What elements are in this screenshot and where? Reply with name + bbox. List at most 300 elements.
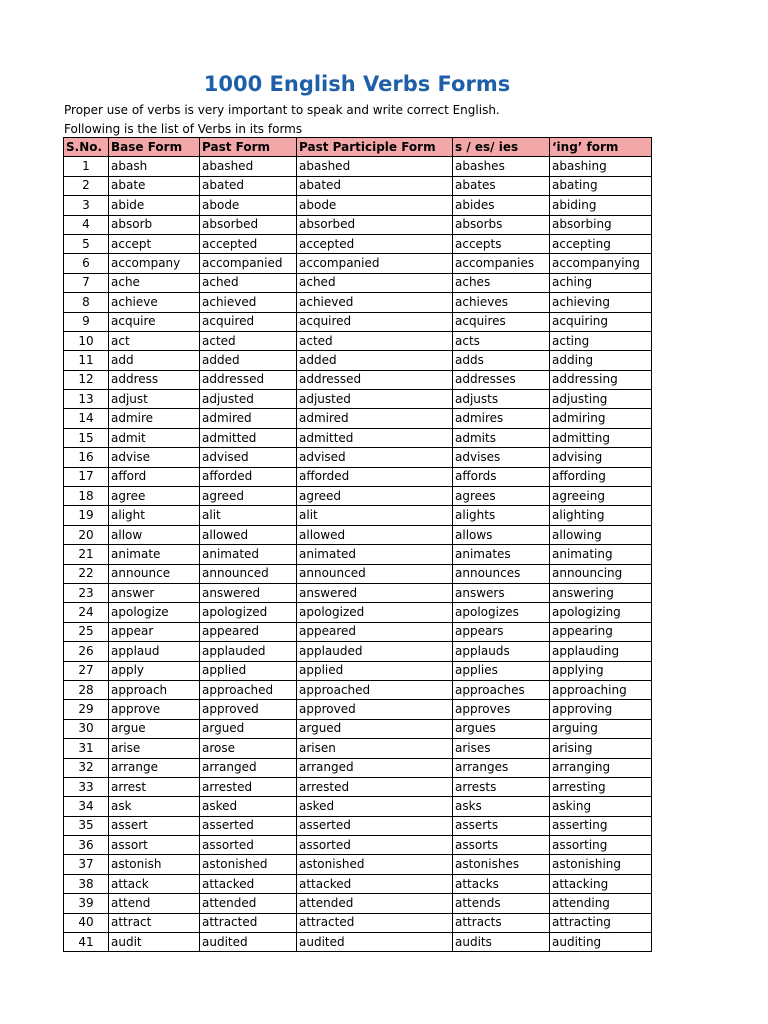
base-form-cell: ask bbox=[109, 797, 200, 816]
base-form-cell: arrest bbox=[109, 777, 200, 796]
table-row bbox=[64, 234, 652, 253]
base-form-cell: agree bbox=[109, 487, 200, 506]
s-es-ies-cell: advises bbox=[453, 448, 550, 467]
s-es-ies-cell: allows bbox=[453, 525, 550, 544]
base-form-cell: appear bbox=[109, 622, 200, 641]
base-form-cell: accept bbox=[109, 234, 200, 253]
sno-cell: 19 bbox=[64, 506, 109, 525]
ing-form-cell: appearing bbox=[550, 622, 652, 641]
s-es-ies-cell: argues bbox=[453, 719, 550, 738]
past-participle-cell: allowed bbox=[297, 525, 453, 544]
ing-form-cell: absorbing bbox=[550, 215, 652, 234]
sno-cell: 21 bbox=[64, 545, 109, 564]
sno-cell: 11 bbox=[64, 351, 109, 370]
base-form-cell: assert bbox=[109, 816, 200, 835]
table-row bbox=[64, 215, 652, 234]
s-es-ies-cell: agrees bbox=[453, 487, 550, 506]
sno-cell: 15 bbox=[64, 428, 109, 447]
past-form-cell: approved bbox=[200, 700, 297, 719]
sno-cell: 18 bbox=[64, 487, 109, 506]
s-es-ies-cell: asserts bbox=[453, 816, 550, 835]
table-row bbox=[64, 545, 652, 564]
past-participle-cell: answered bbox=[297, 583, 453, 602]
base-form-cell: abate bbox=[109, 176, 200, 195]
ing-form-cell: accepting bbox=[550, 234, 652, 253]
sno-cell: 28 bbox=[64, 680, 109, 699]
ing-form-cell: announcing bbox=[550, 564, 652, 583]
base-form-cell: acquire bbox=[109, 312, 200, 331]
past-form-cell: arose bbox=[200, 739, 297, 758]
past-form-cell: abashed bbox=[200, 157, 297, 176]
ing-form-cell: arranging bbox=[550, 758, 652, 777]
table-row bbox=[64, 603, 652, 622]
sno-cell: 9 bbox=[64, 312, 109, 331]
past-form-cell: abated bbox=[200, 176, 297, 195]
past-participle-cell: ached bbox=[297, 273, 453, 292]
s-es-ies-cell: abides bbox=[453, 196, 550, 215]
s-es-ies-cell: acquires bbox=[453, 312, 550, 331]
base-form-cell: admit bbox=[109, 428, 200, 447]
past-form-cell: acted bbox=[200, 331, 297, 350]
s-es-ies-cell: answers bbox=[453, 583, 550, 602]
table-row bbox=[64, 836, 652, 855]
past-participle-cell: audited bbox=[297, 933, 453, 952]
s-es-ies-cell: adjusts bbox=[453, 390, 550, 409]
s-es-ies-cell: admits bbox=[453, 428, 550, 447]
ing-form-cell: approving bbox=[550, 700, 652, 719]
ing-form-cell: asking bbox=[550, 797, 652, 816]
ing-form-cell: agreeing bbox=[550, 487, 652, 506]
past-participle-cell: approved bbox=[297, 700, 453, 719]
table-row bbox=[64, 312, 652, 331]
past-form-cell: arranged bbox=[200, 758, 297, 777]
past-form-cell: advised bbox=[200, 448, 297, 467]
table-row bbox=[64, 913, 652, 932]
past-form-cell: asked bbox=[200, 797, 297, 816]
sno-cell: 12 bbox=[64, 370, 109, 389]
base-form-cell: alight bbox=[109, 506, 200, 525]
table-row bbox=[64, 719, 652, 738]
past-participle-cell: adjusted bbox=[297, 390, 453, 409]
sno-cell: 14 bbox=[64, 409, 109, 428]
past-form-cell: argued bbox=[200, 719, 297, 738]
past-form-cell: animated bbox=[200, 545, 297, 564]
past-form-cell: acquired bbox=[200, 312, 297, 331]
s-es-ies-cell: attacks bbox=[453, 874, 550, 893]
ing-form-cell: advising bbox=[550, 448, 652, 467]
past-participle-cell: assorted bbox=[297, 836, 453, 855]
ing-form-cell: attracting bbox=[550, 913, 652, 932]
base-form-cell: ache bbox=[109, 273, 200, 292]
table-row bbox=[64, 273, 652, 292]
column-header-past-form: Past Form bbox=[200, 138, 297, 157]
table-row bbox=[64, 525, 652, 544]
ing-form-cell: aching bbox=[550, 273, 652, 292]
sno-cell: 32 bbox=[64, 758, 109, 777]
sno-cell: 16 bbox=[64, 448, 109, 467]
table-row bbox=[64, 409, 652, 428]
sno-cell: 36 bbox=[64, 836, 109, 855]
past-participle-cell: accepted bbox=[297, 234, 453, 253]
base-form-cell: attract bbox=[109, 913, 200, 932]
past-form-cell: approached bbox=[200, 680, 297, 699]
base-form-cell: afford bbox=[109, 467, 200, 486]
sno-cell: 23 bbox=[64, 583, 109, 602]
past-participle-cell: attracted bbox=[297, 913, 453, 932]
base-form-cell: assort bbox=[109, 836, 200, 855]
ing-form-cell: animating bbox=[550, 545, 652, 564]
past-form-cell: answered bbox=[200, 583, 297, 602]
base-form-cell: abash bbox=[109, 157, 200, 176]
past-participle-cell: asserted bbox=[297, 816, 453, 835]
past-form-cell: alit bbox=[200, 506, 297, 525]
table-row bbox=[64, 642, 652, 661]
s-es-ies-cell: accepts bbox=[453, 234, 550, 253]
sno-cell: 35 bbox=[64, 816, 109, 835]
s-es-ies-cell: approves bbox=[453, 700, 550, 719]
past-participle-cell: acted bbox=[297, 331, 453, 350]
s-es-ies-cell: adds bbox=[453, 351, 550, 370]
table-row bbox=[64, 680, 652, 699]
ing-form-cell: abiding bbox=[550, 196, 652, 215]
past-form-cell: allowed bbox=[200, 525, 297, 544]
base-form-cell: applaud bbox=[109, 642, 200, 661]
past-form-cell: afforded bbox=[200, 467, 297, 486]
past-form-cell: asserted bbox=[200, 816, 297, 835]
base-form-cell: answer bbox=[109, 583, 200, 602]
past-participle-cell: appeared bbox=[297, 622, 453, 641]
table-row bbox=[64, 293, 652, 312]
s-es-ies-cell: affords bbox=[453, 467, 550, 486]
sno-cell: 33 bbox=[64, 777, 109, 796]
past-participle-cell: absorbed bbox=[297, 215, 453, 234]
base-form-cell: argue bbox=[109, 719, 200, 738]
past-participle-cell: alit bbox=[297, 506, 453, 525]
sno-cell: 3 bbox=[64, 196, 109, 215]
past-participle-cell: added bbox=[297, 351, 453, 370]
ing-form-cell: accompanying bbox=[550, 254, 652, 273]
table-row bbox=[64, 254, 652, 273]
s-es-ies-cell: addresses bbox=[453, 370, 550, 389]
table-row bbox=[64, 351, 652, 370]
sno-cell: 24 bbox=[64, 603, 109, 622]
table-row bbox=[64, 661, 652, 680]
s-es-ies-cell: admires bbox=[453, 409, 550, 428]
column-header-sno: S.No. bbox=[64, 138, 109, 157]
sno-cell: 17 bbox=[64, 467, 109, 486]
past-participle-cell: argued bbox=[297, 719, 453, 738]
intro-line-1: Proper use of verbs is very important to speak and write correct English. bbox=[64, 103, 500, 117]
sno-cell: 5 bbox=[64, 234, 109, 253]
past-participle-cell: arisen bbox=[297, 739, 453, 758]
s-es-ies-cell: announces bbox=[453, 564, 550, 583]
table-row bbox=[64, 855, 652, 874]
past-participle-cell: applauded bbox=[297, 642, 453, 661]
past-form-cell: ached bbox=[200, 273, 297, 292]
base-form-cell: attack bbox=[109, 874, 200, 893]
s-es-ies-cell: appears bbox=[453, 622, 550, 641]
ing-form-cell: applying bbox=[550, 661, 652, 680]
table-row bbox=[64, 448, 652, 467]
s-es-ies-cell: astonishes bbox=[453, 855, 550, 874]
base-form-cell: accompany bbox=[109, 254, 200, 273]
sno-cell: 30 bbox=[64, 719, 109, 738]
s-es-ies-cell: alights bbox=[453, 506, 550, 525]
s-es-ies-cell: acts bbox=[453, 331, 550, 350]
s-es-ies-cell: arrests bbox=[453, 777, 550, 796]
table-row bbox=[64, 758, 652, 777]
s-es-ies-cell: arranges bbox=[453, 758, 550, 777]
past-participle-cell: arranged bbox=[297, 758, 453, 777]
base-form-cell: approach bbox=[109, 680, 200, 699]
sno-cell: 41 bbox=[64, 933, 109, 952]
ing-form-cell: achieving bbox=[550, 293, 652, 312]
s-es-ies-cell: audits bbox=[453, 933, 550, 952]
table-row bbox=[64, 370, 652, 389]
table-row bbox=[64, 894, 652, 913]
ing-form-cell: attacking bbox=[550, 874, 652, 893]
ing-form-cell: auditing bbox=[550, 933, 652, 952]
s-es-ies-cell: asks bbox=[453, 797, 550, 816]
table-row bbox=[64, 739, 652, 758]
past-participle-cell: astonished bbox=[297, 855, 453, 874]
past-form-cell: achieved bbox=[200, 293, 297, 312]
past-participle-cell: announced bbox=[297, 564, 453, 583]
intro-line-2: Following is the list of Verbs in its forms bbox=[64, 122, 303, 136]
table-row bbox=[64, 583, 652, 602]
past-participle-cell: admitted bbox=[297, 428, 453, 447]
intro-text bbox=[64, 101, 500, 139]
past-form-cell: adjusted bbox=[200, 390, 297, 409]
base-form-cell: audit bbox=[109, 933, 200, 952]
table-row bbox=[64, 487, 652, 506]
sno-cell: 6 bbox=[64, 254, 109, 273]
sno-cell: 27 bbox=[64, 661, 109, 680]
sno-cell: 29 bbox=[64, 700, 109, 719]
past-form-cell: applauded bbox=[200, 642, 297, 661]
base-form-cell: achieve bbox=[109, 293, 200, 312]
past-participle-cell: admired bbox=[297, 409, 453, 428]
past-form-cell: announced bbox=[200, 564, 297, 583]
sno-cell: 4 bbox=[64, 215, 109, 234]
page-title: 1000 English Verbs Forms bbox=[203, 72, 511, 96]
past-form-cell: audited bbox=[200, 933, 297, 952]
s-es-ies-cell: attends bbox=[453, 894, 550, 913]
past-form-cell: astonished bbox=[200, 855, 297, 874]
base-form-cell: arise bbox=[109, 739, 200, 758]
ing-form-cell: acquiring bbox=[550, 312, 652, 331]
table-header-row bbox=[64, 138, 652, 157]
ing-form-cell: apologizing bbox=[550, 603, 652, 622]
base-form-cell: astonish bbox=[109, 855, 200, 874]
column-header-s-es-ies: s / es/ ies bbox=[453, 138, 550, 157]
ing-form-cell: alighting bbox=[550, 506, 652, 525]
ing-form-cell: astonishing bbox=[550, 855, 652, 874]
past-form-cell: attacked bbox=[200, 874, 297, 893]
table-row bbox=[64, 390, 652, 409]
table-row bbox=[64, 506, 652, 525]
s-es-ies-cell: animates bbox=[453, 545, 550, 564]
past-form-cell: admitted bbox=[200, 428, 297, 447]
base-form-cell: adjust bbox=[109, 390, 200, 409]
sno-cell: 13 bbox=[64, 390, 109, 409]
sno-cell: 20 bbox=[64, 525, 109, 544]
past-participle-cell: acquired bbox=[297, 312, 453, 331]
past-participle-cell: afforded bbox=[297, 467, 453, 486]
ing-form-cell: answering bbox=[550, 583, 652, 602]
s-es-ies-cell: arises bbox=[453, 739, 550, 758]
past-form-cell: absorbed bbox=[200, 215, 297, 234]
past-participle-cell: advised bbox=[297, 448, 453, 467]
base-form-cell: admire bbox=[109, 409, 200, 428]
s-es-ies-cell: absorbs bbox=[453, 215, 550, 234]
table-row bbox=[64, 874, 652, 893]
past-form-cell: abode bbox=[200, 196, 297, 215]
ing-form-cell: attending bbox=[550, 894, 652, 913]
ing-form-cell: asserting bbox=[550, 816, 652, 835]
table-body bbox=[64, 157, 652, 952]
past-participle-cell: attended bbox=[297, 894, 453, 913]
past-participle-cell: accompanied bbox=[297, 254, 453, 273]
past-participle-cell: applied bbox=[297, 661, 453, 680]
table-row bbox=[64, 467, 652, 486]
table-row bbox=[64, 331, 652, 350]
past-form-cell: agreed bbox=[200, 487, 297, 506]
past-form-cell: applied bbox=[200, 661, 297, 680]
past-participle-cell: abashed bbox=[297, 157, 453, 176]
ing-form-cell: abashing bbox=[550, 157, 652, 176]
sno-cell: 2 bbox=[64, 176, 109, 195]
sno-cell: 1 bbox=[64, 157, 109, 176]
s-es-ies-cell: aches bbox=[453, 273, 550, 292]
base-form-cell: absorb bbox=[109, 215, 200, 234]
past-participle-cell: asked bbox=[297, 797, 453, 816]
past-participle-cell: animated bbox=[297, 545, 453, 564]
table-row bbox=[64, 196, 652, 215]
sno-cell: 25 bbox=[64, 622, 109, 641]
table-row bbox=[64, 777, 652, 796]
s-es-ies-cell: assorts bbox=[453, 836, 550, 855]
sno-cell: 22 bbox=[64, 564, 109, 583]
sno-cell: 34 bbox=[64, 797, 109, 816]
s-es-ies-cell: applies bbox=[453, 661, 550, 680]
past-form-cell: assorted bbox=[200, 836, 297, 855]
past-participle-cell: apologized bbox=[297, 603, 453, 622]
past-participle-cell: attacked bbox=[297, 874, 453, 893]
sno-cell: 39 bbox=[64, 894, 109, 913]
ing-form-cell: arresting bbox=[550, 777, 652, 796]
ing-form-cell: approaching bbox=[550, 680, 652, 699]
ing-form-cell: applauding bbox=[550, 642, 652, 661]
table-row bbox=[64, 176, 652, 195]
table-row bbox=[64, 797, 652, 816]
column-header-past-participle: Past Participle Form bbox=[297, 138, 453, 157]
past-form-cell: apologized bbox=[200, 603, 297, 622]
table-row bbox=[64, 622, 652, 641]
past-form-cell: accepted bbox=[200, 234, 297, 253]
past-participle-cell: addressed bbox=[297, 370, 453, 389]
past-participle-cell: abated bbox=[297, 176, 453, 195]
sno-cell: 40 bbox=[64, 913, 109, 932]
past-form-cell: appeared bbox=[200, 622, 297, 641]
ing-form-cell: adjusting bbox=[550, 390, 652, 409]
past-participle-cell: abode bbox=[297, 196, 453, 215]
s-es-ies-cell: accompanies bbox=[453, 254, 550, 273]
past-form-cell: accompanied bbox=[200, 254, 297, 273]
ing-form-cell: adding bbox=[550, 351, 652, 370]
table-row bbox=[64, 428, 652, 447]
past-form-cell: addressed bbox=[200, 370, 297, 389]
past-form-cell: attended bbox=[200, 894, 297, 913]
base-form-cell: apologize bbox=[109, 603, 200, 622]
s-es-ies-cell: approaches bbox=[453, 680, 550, 699]
past-participle-cell: achieved bbox=[297, 293, 453, 312]
ing-form-cell: admitting bbox=[550, 428, 652, 447]
s-es-ies-cell: abashes bbox=[453, 157, 550, 176]
sno-cell: 8 bbox=[64, 293, 109, 312]
table-row bbox=[64, 564, 652, 583]
table-row bbox=[64, 157, 652, 176]
base-form-cell: arrange bbox=[109, 758, 200, 777]
table-row bbox=[64, 700, 652, 719]
s-es-ies-cell: applauds bbox=[453, 642, 550, 661]
table-row bbox=[64, 933, 652, 952]
sno-cell: 7 bbox=[64, 273, 109, 292]
ing-form-cell: allowing bbox=[550, 525, 652, 544]
table-row bbox=[64, 816, 652, 835]
past-participle-cell: arrested bbox=[297, 777, 453, 796]
ing-form-cell: abating bbox=[550, 176, 652, 195]
base-form-cell: attend bbox=[109, 894, 200, 913]
base-form-cell: act bbox=[109, 331, 200, 350]
ing-form-cell: assorting bbox=[550, 836, 652, 855]
s-es-ies-cell: apologizes bbox=[453, 603, 550, 622]
s-es-ies-cell: achieves bbox=[453, 293, 550, 312]
base-form-cell: animate bbox=[109, 545, 200, 564]
base-form-cell: allow bbox=[109, 525, 200, 544]
ing-form-cell: arguing bbox=[550, 719, 652, 738]
sno-cell: 10 bbox=[64, 331, 109, 350]
base-form-cell: add bbox=[109, 351, 200, 370]
base-form-cell: announce bbox=[109, 564, 200, 583]
s-es-ies-cell: attracts bbox=[453, 913, 550, 932]
past-form-cell: attracted bbox=[200, 913, 297, 932]
ing-form-cell: affording bbox=[550, 467, 652, 486]
base-form-cell: apply bbox=[109, 661, 200, 680]
ing-form-cell: addressing bbox=[550, 370, 652, 389]
sno-cell: 38 bbox=[64, 874, 109, 893]
base-form-cell: approve bbox=[109, 700, 200, 719]
base-form-cell: abide bbox=[109, 196, 200, 215]
s-es-ies-cell: abates bbox=[453, 176, 550, 195]
verb-forms-table bbox=[63, 137, 652, 952]
past-form-cell: admired bbox=[200, 409, 297, 428]
past-participle-cell: approached bbox=[297, 680, 453, 699]
past-form-cell: added bbox=[200, 351, 297, 370]
ing-form-cell: acting bbox=[550, 331, 652, 350]
past-participle-cell: agreed bbox=[297, 487, 453, 506]
base-form-cell: advise bbox=[109, 448, 200, 467]
sno-cell: 37 bbox=[64, 855, 109, 874]
past-form-cell: arrested bbox=[200, 777, 297, 796]
ing-form-cell: arising bbox=[550, 739, 652, 758]
column-header-ing-form: ‘ing’ form bbox=[550, 138, 652, 157]
sno-cell: 31 bbox=[64, 739, 109, 758]
column-header-base-form: Base Form bbox=[109, 138, 200, 157]
sno-cell: 26 bbox=[64, 642, 109, 661]
base-form-cell: address bbox=[109, 370, 200, 389]
ing-form-cell: admiring bbox=[550, 409, 652, 428]
